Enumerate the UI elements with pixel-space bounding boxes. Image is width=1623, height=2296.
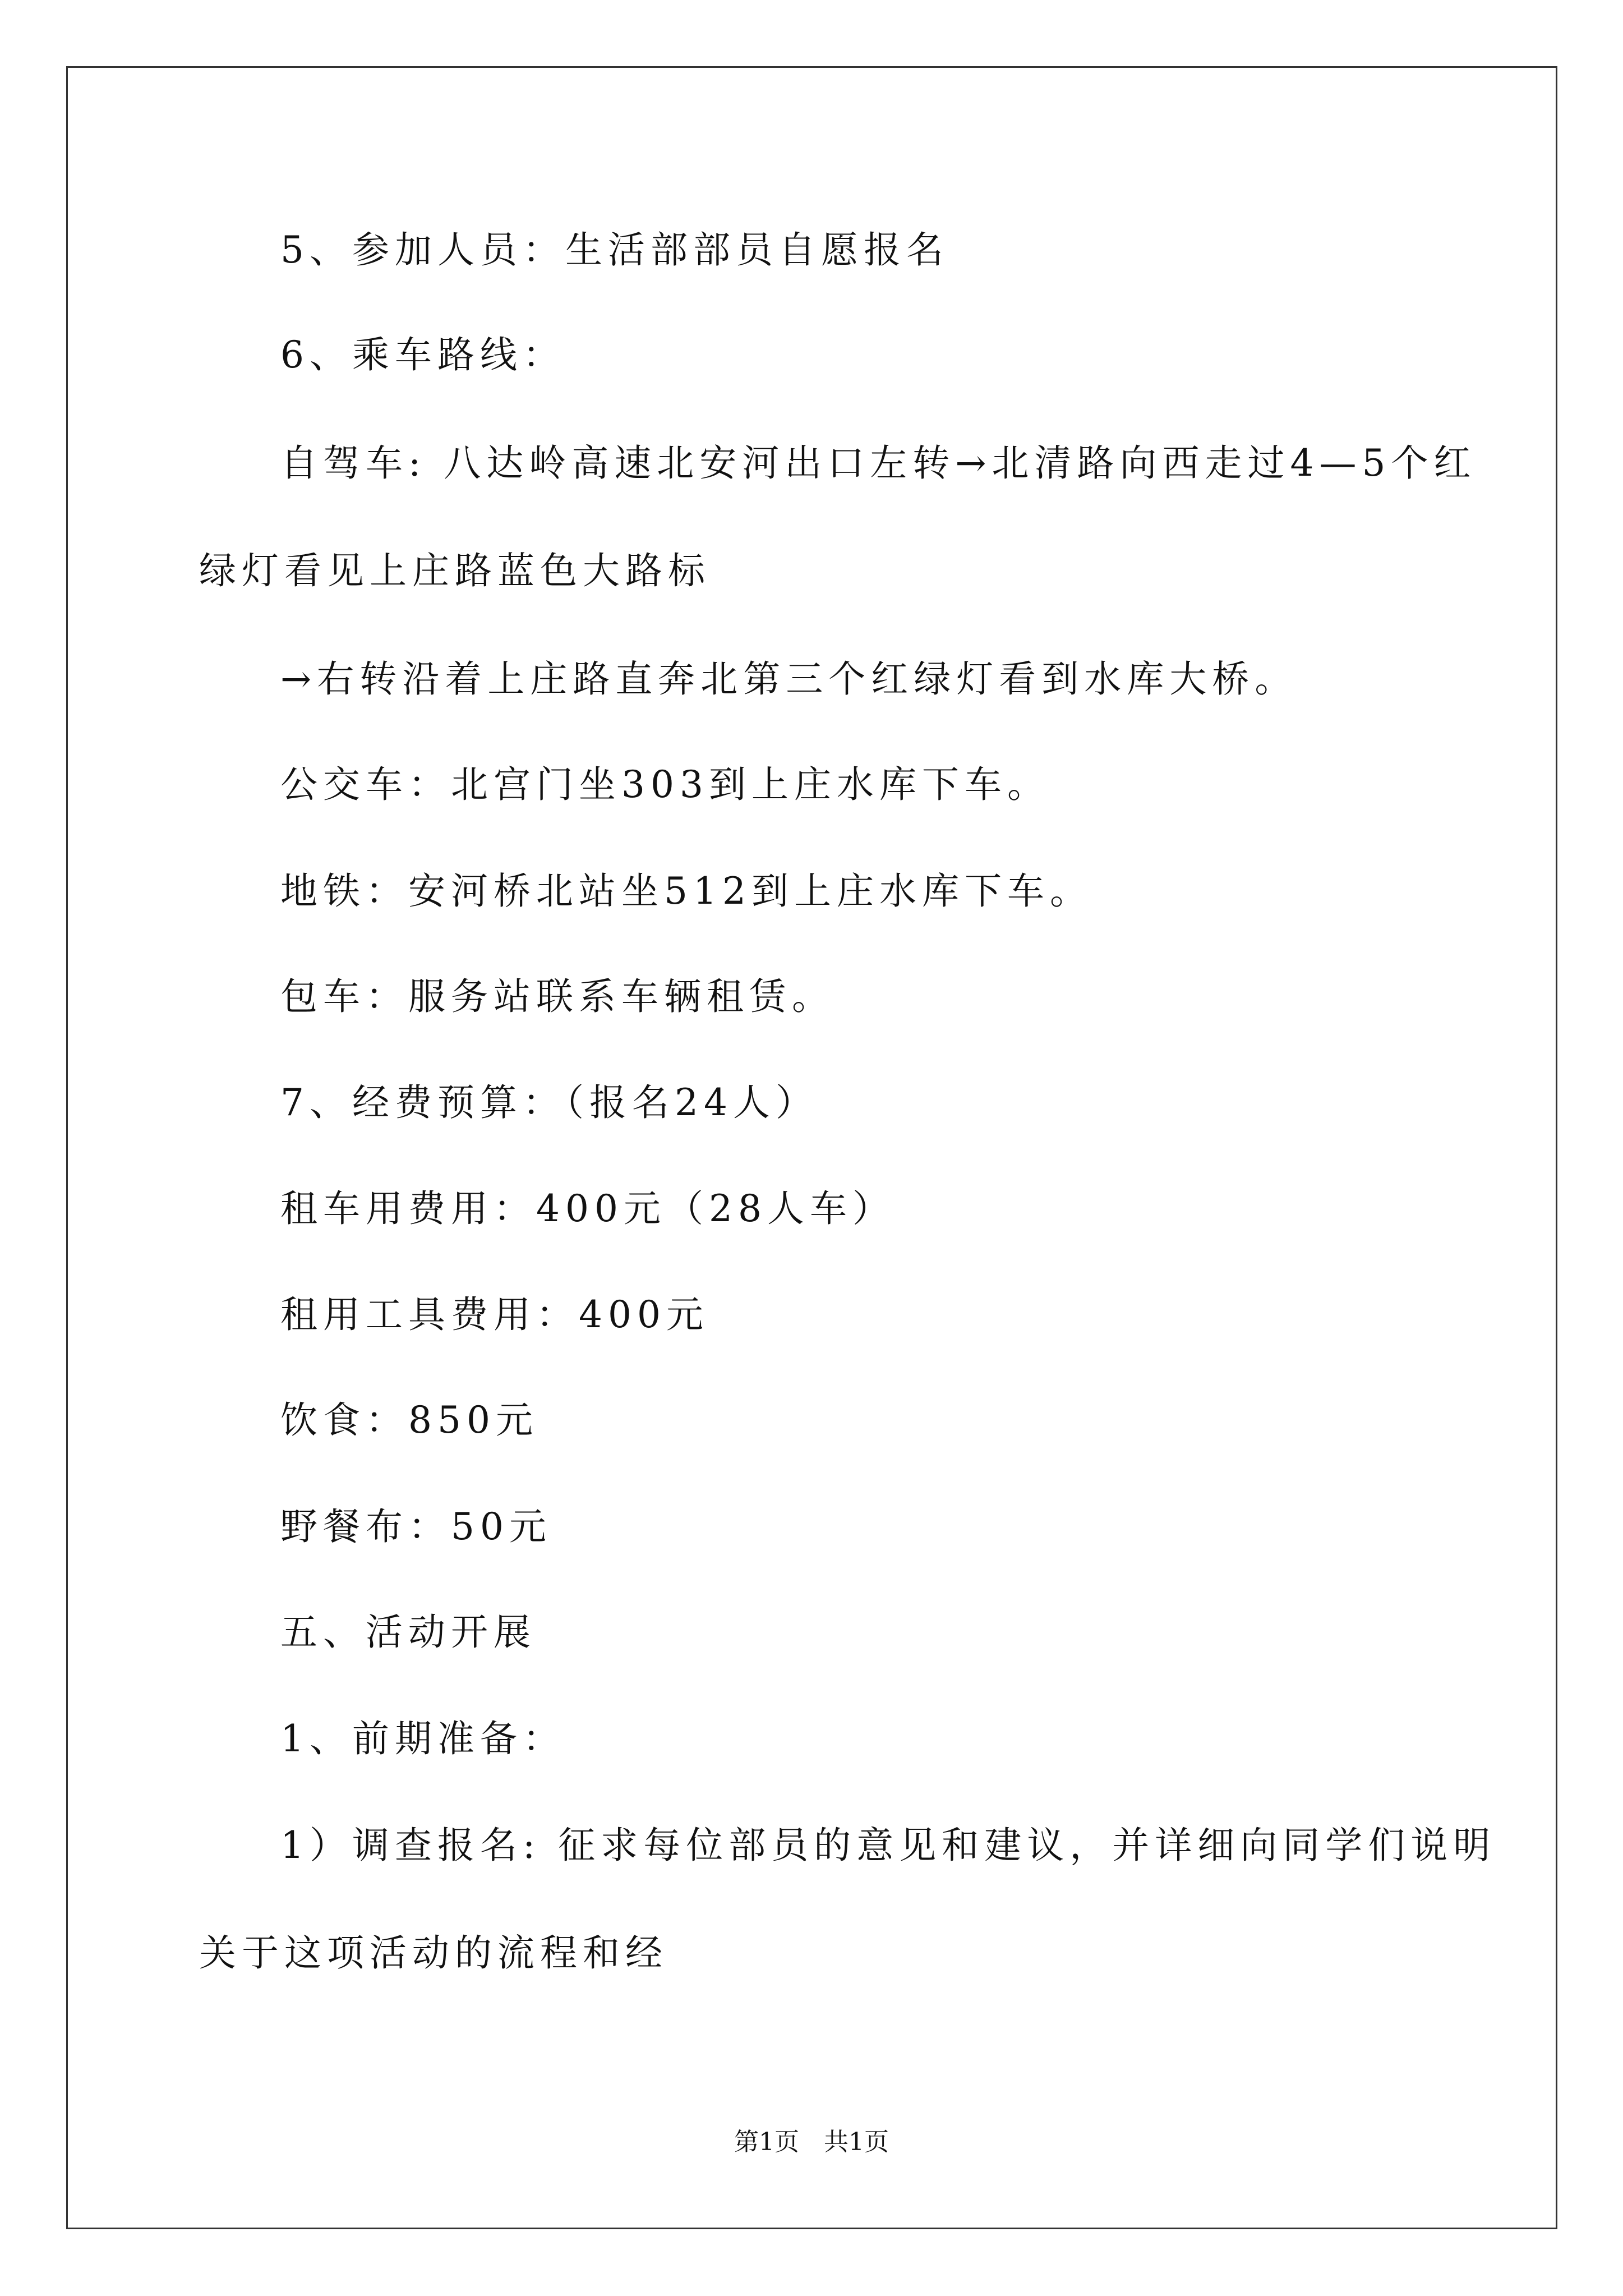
- paragraph-survey: 1）调查报名: 征求每位部员的意见和建议，并详细向同学们说明: [280, 1824, 1496, 1867]
- paragraph-route-heading: 6、乘车路线：: [280, 333, 565, 376]
- page-footer: [0, 2130, 1623, 2155]
- paragraph-subway: 地铁：安河桥北站坐512到上庄水库下车。: [280, 869, 1092, 913]
- paragraph-bus-rental: 租车用费用：400元（28人车）: [280, 1187, 895, 1230]
- paragraph-self-drive-cont: 绿灯看见上庄路蓝色大路标: [199, 549, 711, 592]
- paragraph-turn-right: →右转沿着上庄路直奔北第三个红绿灯看到水库大桥。: [280, 657, 1298, 701]
- paragraph-bus: 公交车：北宫门坐303到上庄水库下车。: [280, 763, 1050, 806]
- page-number-total: 共1页: [824, 2128, 889, 2156]
- paragraph-preparation: 1、前期准备：: [280, 1717, 565, 1760]
- paragraph-picnic-cloth: 野餐布：50元: [280, 1505, 552, 1548]
- paragraph-food: 饮食：850元: [280, 1398, 538, 1442]
- paragraph-tool-rental: 租用工具费用：400元: [280, 1293, 709, 1336]
- paragraph-charter: 包车：服务站联系车辆租赁。: [280, 975, 834, 1018]
- page-border: [66, 66, 1557, 2229]
- page-number-current: 第1页: [734, 2128, 799, 2156]
- paragraph-budget-heading: 7、经费预算：（报名24人）: [280, 1081, 818, 1124]
- paragraph-section-five: 五、活动开展: [280, 1611, 536, 1654]
- paragraph-participants: 5、参加人员：生活部部员自愿报名: [280, 228, 949, 272]
- paragraph-self-drive: 自驾车: 八达岭高速北安河出口左转→北清路向西走过4—5个红: [280, 441, 1477, 485]
- paragraph-survey-cont: 关于这项活动的流程和经: [199, 1931, 668, 1975]
